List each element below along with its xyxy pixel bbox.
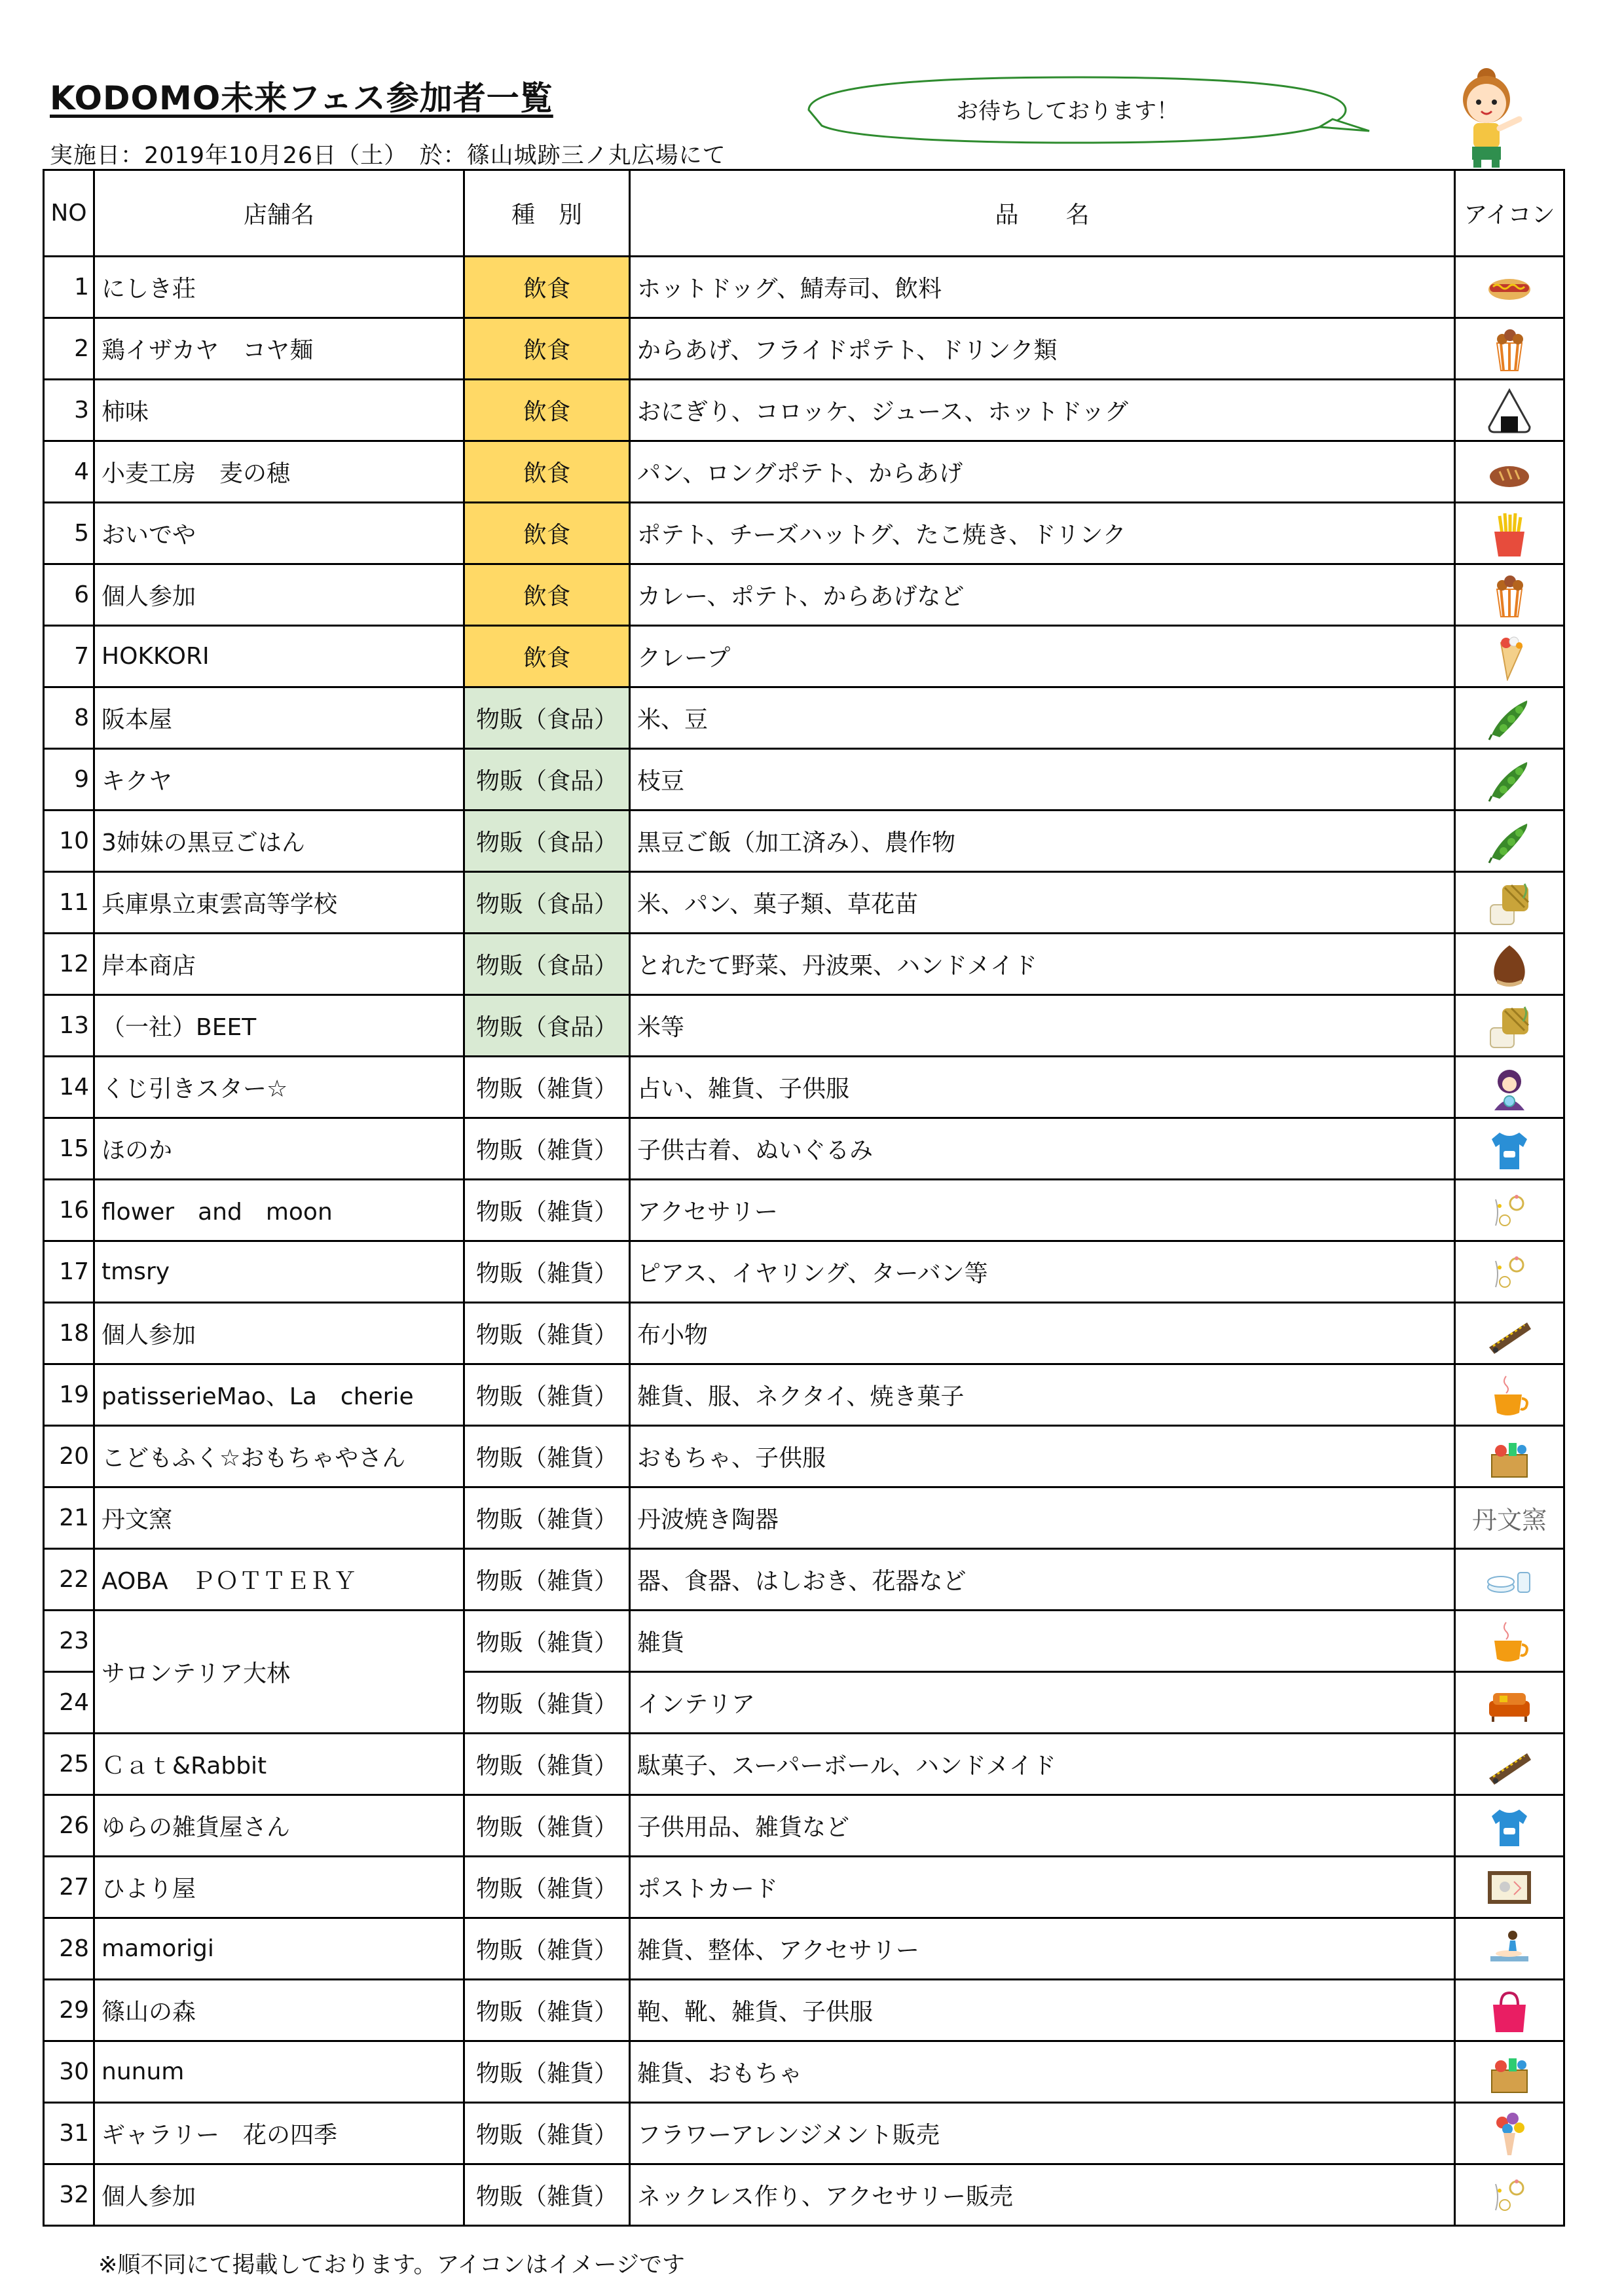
category: 飲食 xyxy=(464,441,630,503)
chestnut-icon xyxy=(1485,940,1534,989)
table-row xyxy=(44,564,1564,626)
goods-list: 米、豆 xyxy=(630,687,1455,749)
icon-cell xyxy=(1455,1734,1564,1795)
shop-name: tmsry xyxy=(94,1241,464,1303)
shop-name: おいでや xyxy=(94,503,464,564)
bubble-text: お待ちしております！ xyxy=(956,98,1179,124)
category: 物販（雑貨） xyxy=(464,1487,630,1549)
table-row xyxy=(44,318,1564,380)
table-row xyxy=(44,626,1564,687)
icon-cell xyxy=(1455,2164,1564,2226)
category: 飲食 xyxy=(464,626,630,687)
row-number: 18 xyxy=(44,1303,94,1364)
goods-list: 布小物 xyxy=(630,1303,1455,1364)
onigiri-icon xyxy=(1485,386,1534,435)
shop-name: nunum xyxy=(94,2041,464,2103)
footnote: ※順不同にて掲載しております。アイコンはイメージです xyxy=(98,2252,685,2278)
icon-cell xyxy=(1455,2041,1564,2103)
table-row xyxy=(44,1426,1564,1487)
tea-cup-icon xyxy=(1485,1371,1534,1419)
icon-cell xyxy=(1455,1549,1564,1611)
shop-name: HOKKORI xyxy=(94,626,464,687)
edamame-icon xyxy=(1485,817,1534,866)
category: 物販（雑貨） xyxy=(464,1980,630,2041)
icon-cell xyxy=(1455,626,1564,687)
shop-name: flower and moon xyxy=(94,1180,464,1241)
header-goods: 品 名 xyxy=(630,170,1455,257)
category: 物販（雑貨） xyxy=(464,1057,630,1118)
icon-cell xyxy=(1455,1611,1564,1672)
row-number: 28 xyxy=(44,1918,94,1980)
row-number: 8 xyxy=(44,687,94,749)
goods-list: カレー、ポテト、からあげなど xyxy=(630,564,1455,626)
row-number: 21 xyxy=(44,1487,94,1549)
goods-list: フラワーアレンジメント販売 xyxy=(630,2103,1455,2164)
kids-shirt-icon xyxy=(1485,1802,1534,1850)
goods-list: 駄菓子、スーパーボール、ハンドメイド xyxy=(630,1734,1455,1795)
icon-cell xyxy=(1455,1487,1564,1549)
table-row xyxy=(44,749,1564,811)
shop-name: patisserieMao、La cherie xyxy=(94,1364,464,1426)
table-body xyxy=(44,257,1564,2226)
table-row xyxy=(44,995,1564,1057)
shop-name: ほのか xyxy=(94,1118,464,1180)
header-type: 種 別 xyxy=(464,170,630,257)
edamame-icon xyxy=(1485,694,1534,742)
row-number: 22 xyxy=(44,1549,94,1611)
goods-list: ネックレス作り、アクセサリー販売 xyxy=(630,2164,1455,2226)
row-number: 13 xyxy=(44,995,94,1057)
row-number: 29 xyxy=(44,1980,94,2041)
goods-list: 枝豆 xyxy=(630,749,1455,811)
row-number: 5 xyxy=(44,503,94,564)
goods-list: 雑貨、整体、アクセサリー xyxy=(630,1918,1455,1980)
category: 物販（雑貨） xyxy=(464,1118,630,1180)
row-number: 26 xyxy=(44,1795,94,1857)
goods-list: 子供古着、ぬいぐるみ xyxy=(630,1118,1455,1180)
icon-cell xyxy=(1455,934,1564,995)
goods-list: ポテト、チーズハットグ、たこ焼き、ドリンク xyxy=(630,503,1455,564)
table-row xyxy=(44,1057,1564,1118)
category: 物販（食品） xyxy=(464,749,630,811)
header-no: NO xyxy=(44,170,94,257)
shop-name: 阪本屋 xyxy=(94,687,464,749)
icon-cell xyxy=(1455,2103,1564,2164)
icon-cell xyxy=(1455,687,1564,749)
shop-name: 3姉妹の黒豆ごはん xyxy=(94,811,464,872)
icon-cell xyxy=(1455,995,1564,1057)
girl-mascot-icon xyxy=(1439,65,1551,170)
shop-name: 丹文窯 xyxy=(94,1487,464,1549)
goods-list: ポストカード xyxy=(630,1857,1455,1918)
row-number: 6 xyxy=(44,564,94,626)
icon-cell xyxy=(1455,1364,1564,1426)
goods-list: 雑貨、おもちゃ xyxy=(630,2041,1455,2103)
row-number: 15 xyxy=(44,1118,94,1180)
row-number: 27 xyxy=(44,1857,94,1918)
row-number: 19 xyxy=(44,1364,94,1426)
icon-cell xyxy=(1455,1118,1564,1180)
shop-name: AOBA ＰＯＴＴＥＲＹ xyxy=(94,1549,464,1611)
shop-name: キクヤ xyxy=(94,749,464,811)
table-row xyxy=(44,1918,1564,1980)
goods-list: 黒豆ご飯（加工済み）、農作物 xyxy=(630,811,1455,872)
fabric-icon xyxy=(1485,1740,1534,1789)
table-row xyxy=(44,872,1564,934)
row-number: 7 xyxy=(44,626,94,687)
row-number: 12 xyxy=(44,934,94,995)
goods-list: パン、ロングポテト、からあげ xyxy=(630,441,1455,503)
goods-list: ホットドッグ、鯖寿司、飲料 xyxy=(630,257,1455,318)
goods-list: からあげ、フライドポテト、ドリンク類 xyxy=(630,318,1455,380)
icon-cell xyxy=(1455,872,1564,934)
icon-cell xyxy=(1455,1180,1564,1241)
row-number: 2 xyxy=(44,318,94,380)
icon-cell xyxy=(1455,1918,1564,1980)
table-row xyxy=(44,1364,1564,1426)
shop-name: ひより屋 xyxy=(94,1857,464,1918)
goods-list: 米、パン、菓子類、草花苗 xyxy=(630,872,1455,934)
popcorn-chicken-icon xyxy=(1485,325,1534,373)
row-number: 30 xyxy=(44,2041,94,2103)
shop-name: ギャラリー 花の四季 xyxy=(94,2103,464,2164)
row-number: 24 xyxy=(44,1672,94,1734)
category: 物販（雑貨） xyxy=(464,1364,630,1426)
accessory-icon xyxy=(1485,1248,1534,1296)
toy-box-icon xyxy=(1485,1432,1534,1481)
goods-list: おにぎり、コロッケ、ジュース、ホットドッグ xyxy=(630,380,1455,441)
goods-list: 鞄、靴、雑貨、子供服 xyxy=(630,1980,1455,2041)
accessory-icon xyxy=(1485,1186,1534,1235)
goods-list: クレープ xyxy=(630,626,1455,687)
shop-name: くじ引きスター☆ xyxy=(94,1057,464,1118)
fries-icon xyxy=(1485,509,1534,558)
shop-name: 兵庫県立東雲高等学校 xyxy=(94,872,464,934)
shop-name: 篠山の森 xyxy=(94,1980,464,2041)
participant-table xyxy=(43,169,1565,2227)
rice-bale-icon xyxy=(1485,1002,1534,1050)
category: 飲食 xyxy=(464,564,630,626)
table-row xyxy=(44,1180,1564,1241)
shop-name: 鶏イザカヤ コヤ麺 xyxy=(94,318,464,380)
goods-list: インテリア xyxy=(630,1672,1455,1734)
tanbungama-logo: 丹文窯 xyxy=(1471,1506,1547,1535)
crepe-icon xyxy=(1485,632,1534,681)
icon-cell xyxy=(1455,257,1564,318)
icon-cell xyxy=(1455,503,1564,564)
row-number: 17 xyxy=(44,1241,94,1303)
header-icon: アイコン xyxy=(1455,170,1564,257)
bread-icon xyxy=(1485,448,1534,496)
shop-name: こどもふく☆おもちゃやさん xyxy=(94,1426,464,1487)
row-number: 3 xyxy=(44,380,94,441)
goods-list: おもちゃ、子供服 xyxy=(630,1426,1455,1487)
category: 物販（雑貨） xyxy=(464,1303,630,1364)
goods-list: 占い、雑貨、子供服 xyxy=(630,1057,1455,1118)
table-row xyxy=(44,503,1564,564)
shop-name: （一社）BEET xyxy=(94,995,464,1057)
row-number: 25 xyxy=(44,1734,94,1795)
table-row xyxy=(44,934,1564,995)
fortune-teller-icon xyxy=(1485,1063,1534,1112)
accessory-icon xyxy=(1485,2171,1534,2219)
shop-name: 小麦工房 麦の穂 xyxy=(94,441,464,503)
table-row xyxy=(44,1857,1564,1918)
icon-cell xyxy=(1455,1057,1564,1118)
row-number: 9 xyxy=(44,749,94,811)
shop-name: サロンテリア大林 xyxy=(94,1611,464,1734)
icon-cell xyxy=(1455,1857,1564,1918)
hotdog-icon xyxy=(1485,263,1534,312)
category: 飲食 xyxy=(464,380,630,441)
category: 物販（食品） xyxy=(464,995,630,1057)
category: 物販（雑貨） xyxy=(464,1241,630,1303)
icon-cell xyxy=(1455,811,1564,872)
row-number: 32 xyxy=(44,2164,94,2226)
category: 物販（雑貨） xyxy=(464,1672,630,1734)
header-shop: 店舗名 xyxy=(94,170,464,257)
table-row xyxy=(44,1487,1564,1549)
table-row xyxy=(44,1611,1564,1672)
category: 物販（雑貨） xyxy=(464,2164,630,2226)
table-row xyxy=(44,257,1564,318)
goods-list: アクセサリー xyxy=(630,1180,1455,1241)
table-row xyxy=(44,2103,1564,2164)
row-number: 10 xyxy=(44,811,94,872)
shop-name: Ｃａｔ&Rabbit xyxy=(94,1734,464,1795)
category: 物販（食品） xyxy=(464,872,630,934)
category: 物販（食品） xyxy=(464,811,630,872)
icon-cell xyxy=(1455,1426,1564,1487)
shop-name: 個人参加 xyxy=(94,1303,464,1364)
table-row xyxy=(44,1303,1564,1364)
icon-cell xyxy=(1455,1241,1564,1303)
row-number: 1 xyxy=(44,257,94,318)
sofa-icon xyxy=(1485,1679,1534,1727)
goods-list: ピアス、イヤリング、ターバン等 xyxy=(630,1241,1455,1303)
goods-list: 米等 xyxy=(630,995,1455,1057)
kids-shirt-icon xyxy=(1485,1125,1534,1173)
row-number: 23 xyxy=(44,1611,94,1672)
dishes-icon xyxy=(1485,1556,1534,1604)
category: 物販（雑貨） xyxy=(464,2103,630,2164)
table-row xyxy=(44,1980,1564,2041)
icon-cell xyxy=(1455,1303,1564,1364)
goods-list: 丹波焼き陶器 xyxy=(630,1487,1455,1549)
icon-cell xyxy=(1455,1980,1564,2041)
table-row xyxy=(44,2164,1564,2226)
category: 物販（雑貨） xyxy=(464,1918,630,1980)
row-number: 11 xyxy=(44,872,94,934)
icon-cell xyxy=(1455,749,1564,811)
goods-list: 雑貨 xyxy=(630,1611,1455,1672)
category: 飲食 xyxy=(464,257,630,318)
goods-list: 子供用品、雑貨など xyxy=(630,1795,1455,1857)
category: 物販（雑貨） xyxy=(464,1795,630,1857)
category: 物販（雑貨） xyxy=(464,1426,630,1487)
table-row xyxy=(44,1734,1564,1795)
handbag-icon xyxy=(1485,1986,1534,2035)
category: 物販（雑貨） xyxy=(464,2041,630,2103)
icon-cell xyxy=(1455,564,1564,626)
shop-name: 個人参加 xyxy=(94,564,464,626)
table-row xyxy=(44,441,1564,503)
event-date-venue: 実施日：2019年10月26日（土） 於：篠山城跡三ノ丸広場にて xyxy=(50,143,726,169)
table-row xyxy=(44,1549,1564,1611)
fabric-icon xyxy=(1485,1309,1534,1358)
goods-list: とれたて野菜、丹波栗、ハンドメイド xyxy=(630,934,1455,995)
table-row xyxy=(44,1118,1564,1180)
table-row xyxy=(44,1241,1564,1303)
category: 飲食 xyxy=(464,503,630,564)
table-header-row xyxy=(44,170,1564,257)
massage-icon xyxy=(1485,1925,1534,1973)
category: 物販（雑貨） xyxy=(464,1180,630,1241)
icon-cell xyxy=(1455,1795,1564,1857)
category: 飲食 xyxy=(464,318,630,380)
tea-cup-icon xyxy=(1485,1617,1534,1666)
row-number: 14 xyxy=(44,1057,94,1118)
row-number: 16 xyxy=(44,1180,94,1241)
toy-box-icon xyxy=(1485,2048,1534,2096)
table-row xyxy=(44,1795,1564,1857)
shop-name: 柿味 xyxy=(94,380,464,441)
table-row xyxy=(44,380,1564,441)
category: 物販（食品） xyxy=(464,687,630,749)
category: 物販（雑貨） xyxy=(464,1857,630,1918)
table-row xyxy=(44,811,1564,872)
edamame-icon xyxy=(1485,756,1534,804)
table-row xyxy=(44,687,1564,749)
popcorn-chicken-icon xyxy=(1485,571,1534,619)
shop-name: mamorigi xyxy=(94,1918,464,1980)
icon-cell xyxy=(1455,441,1564,503)
category: 物販（食品） xyxy=(464,934,630,995)
shop-name: 岸本商店 xyxy=(94,934,464,995)
rice-bale-icon xyxy=(1485,879,1534,927)
icon-cell xyxy=(1455,1672,1564,1734)
shop-name: 個人参加 xyxy=(94,2164,464,2226)
icon-cell xyxy=(1455,380,1564,441)
row-number: 4 xyxy=(44,441,94,503)
category: 物販（雑貨） xyxy=(464,1549,630,1611)
shop-name: ゆらの雑貨屋さん xyxy=(94,1795,464,1857)
goods-list: 雑貨、服、ネクタイ、焼き菓子 xyxy=(630,1364,1455,1426)
table-row xyxy=(44,2041,1564,2103)
category: 物販（雑貨） xyxy=(464,1734,630,1795)
icon-cell xyxy=(1455,318,1564,380)
row-number: 20 xyxy=(44,1426,94,1487)
category: 物販（雑貨） xyxy=(464,1611,630,1672)
postcard-icon xyxy=(1485,1863,1534,1912)
row-number: 31 xyxy=(44,2103,94,2164)
page-title: KODOMO未来フェス参加者一覧 xyxy=(50,79,553,117)
bouquet-icon xyxy=(1485,2109,1534,2158)
shop-name: にしき荘 xyxy=(94,257,464,318)
goods-list: 器、食器、はしおき、花器など xyxy=(630,1549,1455,1611)
